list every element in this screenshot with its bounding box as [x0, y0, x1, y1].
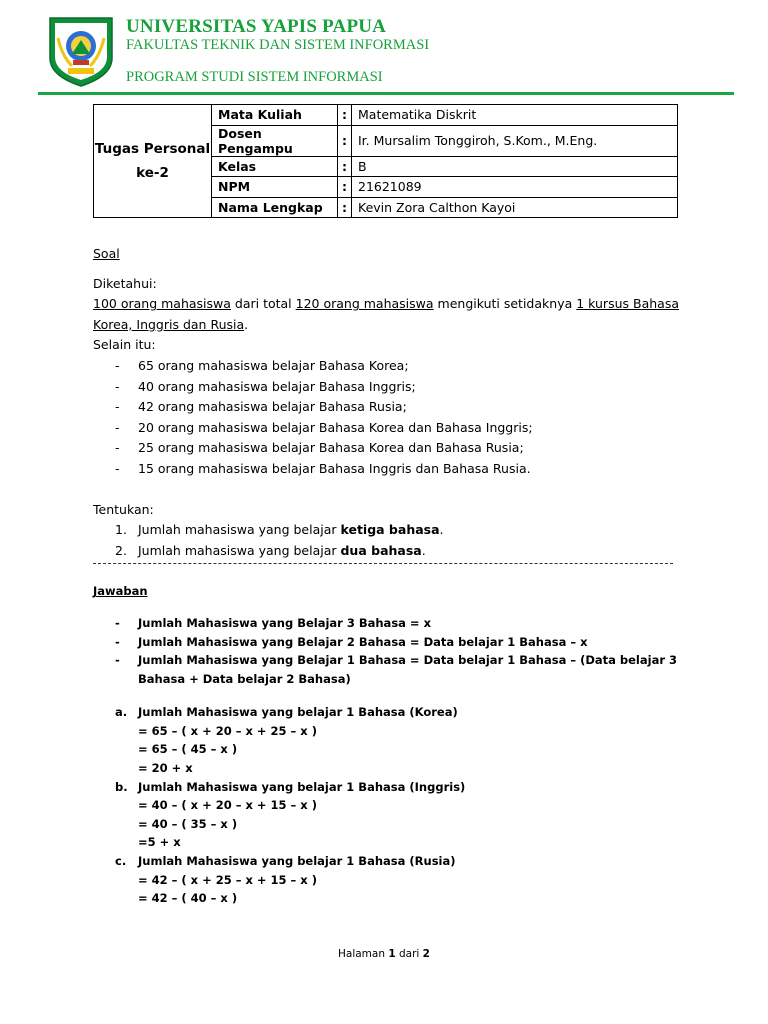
row-colon: : — [338, 125, 352, 156]
calc-title: Jumlah Mahasiswa yang belajar 1 Bahasa (Korea) — [138, 705, 458, 720]
row-label-npm: NPM — [212, 177, 338, 198]
list-item — [93, 852, 683, 908]
row-value-class: B — [352, 156, 678, 177]
row-colon: : — [338, 197, 352, 218]
calc-title: Jumlah Mahasiswa yang belajar 1 Bahasa (Rusia) — [138, 854, 456, 869]
calc-line: = 65 – ( x + 20 – x + 25 – x ) — [138, 723, 317, 738]
list-item: - Jumlah Mahasiswa yang Belajar 2 Bahasa = Data belajar 1 Bahasa – x — [93, 633, 683, 652]
row-colon: : — [338, 177, 352, 198]
total-pages: 2 — [422, 948, 430, 960]
document-header — [44, 14, 734, 98]
list-item — [93, 703, 683, 777]
task-bold: ketiga bahasa — [340, 522, 440, 538]
row-value-name: Kevin Zora Calthon Kayoi — [352, 197, 678, 218]
assignment-info-table — [93, 104, 678, 218]
plain-phrase: mengikuti setidaknya — [433, 296, 577, 312]
row-label-name: Nama Lengkap — [212, 197, 338, 218]
item-letter: b. — [115, 779, 128, 794]
calc-line: =5 + x — [138, 835, 181, 850]
row-value-course: Matematika Diskrit — [352, 105, 678, 126]
plain-phrase: dari total — [230, 296, 296, 312]
tentukan-label: Tentukan: — [93, 501, 154, 517]
soal-heading: Soal — [93, 246, 120, 261]
underlined-phrase: 100 orang mahasiswa — [93, 296, 231, 312]
item-number: 1. — [115, 522, 127, 538]
list-item — [93, 520, 683, 541]
calc-line: = 65 – ( 45 – x ) — [138, 742, 238, 757]
item-letter: c. — [115, 854, 127, 869]
definitions-list — [93, 614, 683, 688]
underlined-phrase: 120 orang mahasiswa — [295, 296, 434, 312]
table-row — [94, 105, 678, 126]
tasks-list — [93, 520, 683, 561]
selain-label: Selain itu: — [93, 337, 156, 353]
header-divider — [38, 92, 734, 95]
calc-line: = 20 + x — [138, 761, 193, 776]
row-colon: : — [338, 105, 352, 126]
task-text: Jumlah mahasiswa yang belajar — [138, 542, 341, 558]
current-page: 1 — [388, 948, 396, 960]
item-number: 2. — [115, 542, 127, 558]
faculty-name: FAKULTAS TEKNIK DAN SISTEM INFORMASI — [126, 37, 430, 53]
footer-middle: dari — [395, 948, 423, 960]
row-label-lecturer: Dosen Pengampu — [212, 125, 338, 156]
problem-paragraph — [93, 294, 683, 335]
calc-line: = 40 – ( x + 20 – x + 15 – x ) — [138, 798, 317, 813]
assignment-title-cell — [94, 105, 212, 218]
page-footer — [0, 948, 768, 960]
calc-line: = 40 – ( 35 – x ) — [138, 816, 238, 831]
calc-line: = 42 – ( 40 – x ) — [138, 891, 238, 906]
list-item: - 65 orang mahasiswa belajar Bahasa Korea; — [93, 356, 683, 377]
task-bold: dua bahasa — [340, 542, 422, 558]
plain-phrase: . — [244, 316, 249, 332]
jawaban-heading: Jawaban — [93, 584, 148, 599]
row-label-course: Mata Kuliah — [212, 105, 338, 126]
list-item — [93, 778, 683, 852]
task-end: . — [439, 522, 444, 538]
diketahui-label: Diketahui: — [93, 275, 157, 291]
row-label-class: Kelas — [212, 156, 338, 177]
calculation-list — [93, 703, 683, 908]
footer-prefix: Halaman — [338, 948, 389, 960]
row-colon: : — [338, 156, 352, 177]
list-item: - 42 orang mahasiswa belajar Bahasa Rusia; — [93, 397, 683, 418]
calc-title: Jumlah Mahasiswa yang belajar 1 Bahasa (Inggris) — [138, 779, 466, 794]
assignment-title-line2: ke-2 — [136, 165, 169, 182]
given-facts-list — [93, 356, 683, 480]
list-item — [93, 541, 683, 562]
item-letter: a. — [115, 705, 128, 720]
row-value-lecturer: Ir. Mursalim Tonggiroh, S.Kom., M.Eng. — [352, 125, 678, 156]
program-name: PROGRAM STUDI SISTEM INFORMASI — [126, 69, 383, 85]
answer-section — [93, 582, 683, 908]
calc-line: = 42 – ( x + 25 – x + 15 – x ) — [138, 872, 317, 887]
task-text: Jumlah mahasiswa yang belajar — [138, 522, 341, 538]
row-value-npm: 21621089 — [352, 177, 678, 198]
section-separator — [93, 563, 673, 564]
list-item: - 40 orang mahasiswa belajar Bahasa Inggris; — [93, 377, 683, 398]
underlined-phrase: 1 kursus Bahasa Korea, Inggris dan Rusia — [93, 296, 679, 332]
list-item: - Jumlah Mahasiswa yang Belajar 1 Bahasa = Data belajar 1 Bahasa – (Data belajar 3 Bahasa + Data belajar 2 Bahasa) — [93, 651, 683, 688]
list-item: - 15 orang mahasiswa belajar Bahasa Inggris dan Bahasa Rusia. — [93, 459, 683, 480]
assignment-title-line1: Tugas Personal — [94, 141, 211, 158]
list-item: - 25 orang mahasiswa belajar Bahasa Korea dan Bahasa Rusia; — [93, 438, 683, 459]
university-crest-icon — [46, 16, 116, 88]
document-body — [93, 244, 683, 908]
university-name: UNIVERSITAS YAPIS PAPUA — [126, 16, 387, 37]
list-item: - Jumlah Mahasiswa yang Belajar 3 Bahasa = x — [93, 614, 683, 633]
task-end: . — [421, 542, 426, 558]
list-item: - 20 orang mahasiswa belajar Bahasa Korea dan Bahasa Inggris; — [93, 418, 683, 439]
